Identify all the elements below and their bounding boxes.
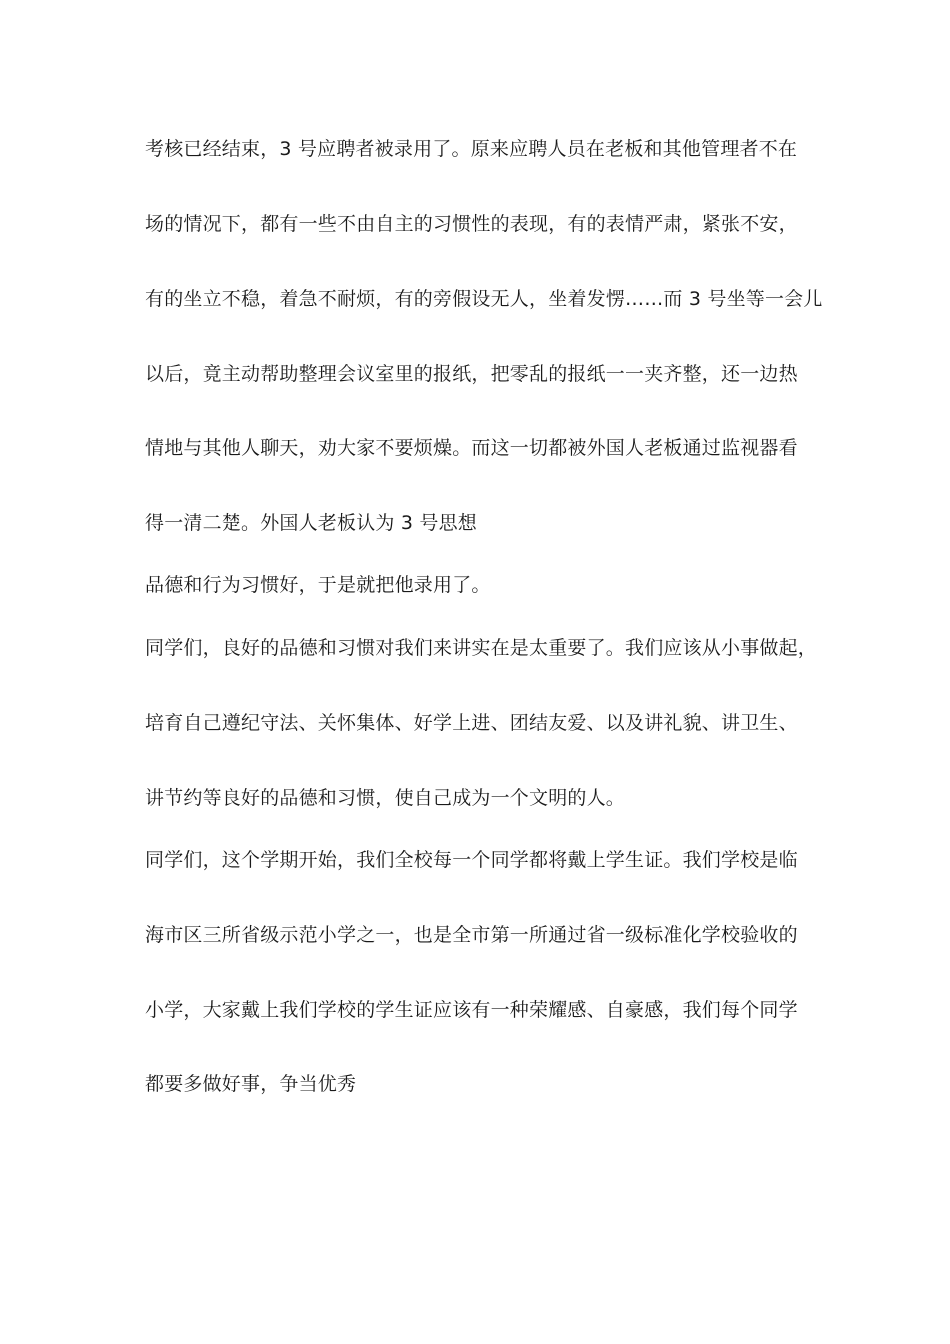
text-line: 品德和行为习惯好，于是就把他录用了。 bbox=[145, 574, 491, 596]
text-line: 海市区三所省级示范小学之一，也是全市第一所通过省一级标准化学校验收的 bbox=[145, 924, 798, 946]
text-line: 都要多做好事，争当优秀 bbox=[145, 1073, 357, 1095]
text-line: 讲节约等良好的品德和习惯，使自己成为一个文明的人。 bbox=[145, 787, 626, 809]
text-line: 考核已经结束，3 号应聘者被录用了。原来应聘人员在老板和其他管理者不在 bbox=[145, 138, 798, 160]
text-line: 同学们，这个学期开始，我们全校每一个同学都将戴上学生证。我们学校是临 bbox=[145, 849, 798, 871]
text-line: 培育自己遵纪守法、关怀集体、好学上进、团结友爱、以及讲礼貌、讲卫生、 bbox=[145, 712, 798, 734]
text-line: 以后，竟主动帮助整理会议室里的报纸，把零乱的报纸一一夹齐整，还一边热 bbox=[145, 363, 798, 385]
text-line: 小学，大家戴上我们学校的学生证应该有一种荣耀感、自豪感，我们每个同学 bbox=[145, 999, 798, 1021]
text-line: 同学们，良好的品德和习惯对我们来讲实在是太重要了。我们应该从小事做起， bbox=[145, 637, 818, 659]
text-line: 情地与其他人聊天，劝大家不要烦燥。而这一切都被外国人老板通过监视器看 bbox=[145, 437, 798, 459]
text-line: 得一清二楚。外国人老板认为 3 号思想 bbox=[145, 512, 477, 534]
text-line: 有的坐立不稳，着急不耐烦，有的旁假设无人，坐着发愣……而 3 号坐等一会儿 bbox=[145, 288, 823, 310]
text-line: 场的情况下，都有一些不由自主的习惯性的表现，有的表情严肃，紧张不安， bbox=[145, 213, 798, 235]
